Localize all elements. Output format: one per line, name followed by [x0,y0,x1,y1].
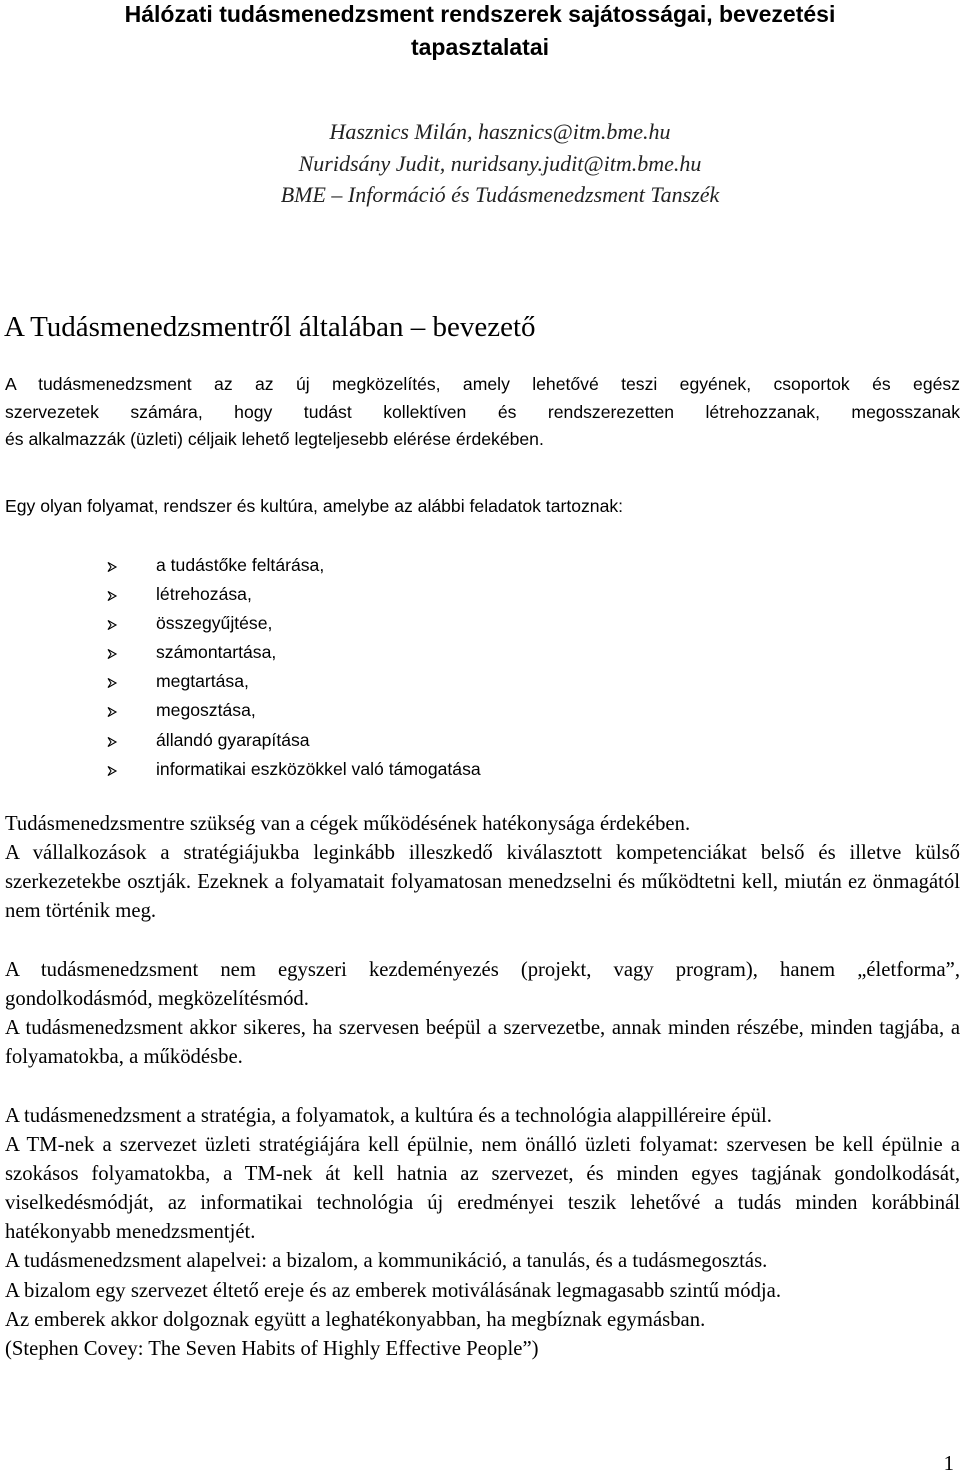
document-title-line-1: Hálózati tudásmenedzsment rendszerek sajátosságai, bevezetési [124,1,836,27]
list-item [0,697,481,726]
arrow-bullet-icon [106,590,118,602]
page-number: 1 [943,1453,954,1475]
list-item-text: megosztása, [156,700,256,721]
body-text-group-3 [5,1102,960,1364]
body-text-group-2 [5,956,960,1072]
list-item-text: számontartása, [156,642,277,663]
body-paragraph: Az emberek akkor dolgoznak együtt a leghatékonyabban, ha megbíznak egymásban. [5,1308,706,1331]
affiliation-line: BME – Információ és Tudásmenedzsment Tanszék [280,182,720,207]
body-paragraph: A tudásmenedzsment akkor sikeres, ha szervesen beépül a szervezetbe, annak minden részébe, minden tagjába, a folyamatokba, a működésbe. [5,1017,960,1069]
author-block [0,116,960,211]
section-heading: A Tudásmenedzsmentről általában – bevezető [4,311,536,343]
author-line: Hasznics Milán, hasznics@itm.bme.hu [329,119,671,144]
intro-paragraph [5,371,960,454]
list-item [0,756,481,785]
citation: (Stephen Covey: The Seven Habits of Highly Effective People”) [5,1337,539,1360]
intro-line: és alkalmazzák (üzleti) céljaik lehető legteljesebb elérése érdekében. [5,429,544,450]
list-item-text: állandó gyarapítása [156,729,310,750]
list-item-text: a tudástőke feltárása, [156,555,325,575]
task-list [0,552,481,785]
list-item [0,552,481,581]
arrow-bullet-icon [106,765,118,777]
author-line: Nuridsány Judit, nuridsany.judit@itm.bme.hu [298,150,702,176]
body-paragraph: A tudásmenedzsment alapelvei: a bizalom, a kommunikáció, a tanulás, és a tudásmegosztás. [5,1250,768,1273]
arrow-bullet-icon [106,706,118,718]
document-title-line-2: tapasztalatai [410,34,550,60]
body-paragraph: A TM-nek a szervezet üzleti stratégiájára kell épülnie, nem önálló üzleti folyamat: szervesen be kell épülnie a szokásos folyamatokba, a TM-nek át kell hatnia az szervezet, és minden egyes tagjának gondolkodását, viselkedésmódját, az informatikai technológia új eredményei teszik lehetővé a tudás minden korábbinál hatékonyabb menedzsmentjét. [5,1134,960,1244]
list-item [0,610,481,639]
arrow-bullet-icon [106,561,118,573]
list-item [0,581,481,610]
list-item [0,668,481,697]
intro-line: A tudásmenedzsment az az új megközelítés, amely lehetővé teszi egyének, csoportok és egész [5,374,960,394]
intro-line: szervezetek számára, hogy tudást kollektíven és rendszerezetten létrehozzanak, megosszanak [5,401,960,422]
body-paragraph: A vállalkozások a stratégiájukba leginkább illeszkedő kiválasztott kompetenciákat belső és illetve külső szerkezetekbe osztják. Ezeknek a folyamatait folyamatosan menedzselni és működtetni kell, miután ez önmagától nem történik meg. [5,842,960,923]
list-item-text: informatikai eszközökkel való támogatása [156,758,481,779]
arrow-bullet-icon [106,648,118,660]
document-title [0,0,960,64]
arrow-bullet-icon [106,677,118,689]
arrow-bullet-icon [106,619,118,631]
body-paragraph: A tudásmenedzsment nem egyszeri kezdeményezés (projekt, vagy program), hanem „életforma”, gondolkodásmód, megközelítésmód. [5,959,960,1011]
list-item [0,639,481,668]
list-item-text: összegyűjtése, [156,613,273,634]
list-item-text: létrehozása, [156,584,252,605]
arrow-bullet-icon [106,736,118,748]
body-text-group-1 [5,810,960,926]
list-intro: Egy olyan folyamat, rendszer és kultúra, amelybe az alábbi feladatok tartoznak: [5,496,624,516]
body-paragraph: A tudásmenedzsment a stratégia, a folyamatok, a kultúra és a technológia alappilléreire épül. [5,1105,772,1127]
body-paragraph: Tudásmenedzsmentre szükség van a cégek működésének hatékonysága érdekében. [5,813,691,835]
body-paragraph: A bizalom egy szervezet éltető ereje és az emberek motiválásának legmagasabb szintű módja. [5,1279,782,1302]
list-item [0,727,481,756]
list-item-text: megtartása, [156,671,249,692]
